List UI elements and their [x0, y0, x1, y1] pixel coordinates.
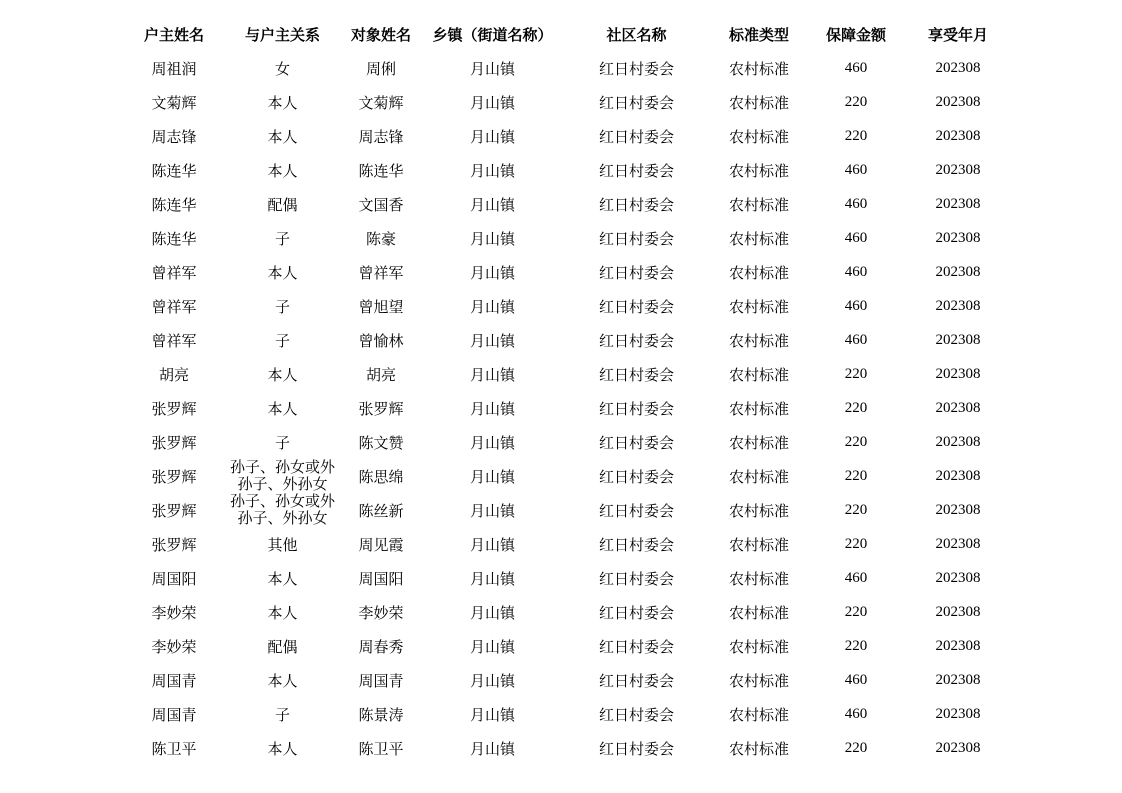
town-cell: 月山镇 [469, 365, 515, 384]
month-cell: 202308 [935, 195, 981, 212]
month-cell: 202308 [935, 637, 981, 654]
community-cell: 红日村委会 [598, 705, 674, 724]
relationship-text: 孙子、孙女或外孙子、外孙女 [229, 493, 335, 527]
householder-name-cell: 曾祥军 [151, 297, 197, 316]
community-cell: 红日村委会 [598, 263, 674, 282]
householder-name-cell: 陈连华 [151, 229, 197, 248]
month-cell: 202308 [935, 229, 981, 246]
amount-cell: 220 [844, 93, 868, 110]
standard-type-cell: 农村标准 [728, 59, 789, 78]
amount-cell: 460 [844, 297, 868, 314]
header-amount: 保障金额 [825, 25, 886, 44]
community-cell: 红日村委会 [598, 739, 674, 758]
householder-name-cell: 张罗辉 [151, 501, 197, 520]
month-cell: 202308 [935, 569, 981, 586]
standard-type-cell: 农村标准 [728, 297, 789, 316]
community-cell: 红日村委会 [598, 93, 674, 112]
community-cell: 红日村委会 [598, 229, 674, 248]
table-row [119, 595, 1008, 629]
community-cell: 红日村委会 [598, 535, 674, 554]
month-cell: 202308 [935, 331, 981, 348]
standard-type-cell: 农村标准 [728, 705, 789, 724]
benefit-table [119, 17, 1008, 765]
month-cell: 202308 [935, 671, 981, 688]
community-cell: 红日村委会 [598, 365, 674, 384]
table-row [119, 85, 1008, 119]
community-cell: 红日村委会 [598, 195, 674, 214]
householder-name-cell: 胡亮 [158, 365, 189, 384]
amount-cell: 460 [844, 331, 868, 348]
recipient-name-cell: 陈文赞 [358, 433, 404, 452]
month-cell: 202308 [935, 535, 981, 552]
table-row [119, 119, 1008, 153]
table-row [119, 221, 1008, 255]
relationship-cell: 本人 [267, 671, 298, 690]
town-cell: 月山镇 [469, 637, 515, 656]
town-cell: 月山镇 [469, 59, 515, 78]
relationship-cell: 本人 [267, 365, 298, 384]
standard-type-cell: 农村标准 [728, 195, 789, 214]
community-cell: 红日村委会 [598, 297, 674, 316]
table-row [119, 459, 1008, 493]
standard-type-cell: 农村标准 [728, 365, 789, 384]
table-row [119, 357, 1008, 391]
month-cell: 202308 [935, 603, 981, 620]
month-cell: 202308 [935, 127, 981, 144]
standard-type-cell: 农村标准 [728, 739, 789, 758]
table-row [119, 289, 1008, 323]
relationship-cell: 本人 [267, 399, 298, 418]
recipient-name-cell: 周国青 [358, 671, 404, 690]
amount-cell: 460 [844, 671, 868, 688]
householder-name-cell: 张罗辉 [151, 535, 197, 554]
header-town: 乡镇（街道名称） [432, 25, 553, 44]
table-row [119, 187, 1008, 221]
householder-name-cell: 文菊辉 [151, 93, 197, 112]
recipient-name-cell: 陈景涛 [358, 705, 404, 724]
community-cell: 红日村委会 [598, 161, 674, 180]
month-cell: 202308 [935, 93, 981, 110]
householder-name-cell: 陈连华 [151, 195, 197, 214]
amount-cell: 460 [844, 569, 868, 586]
community-cell: 红日村委会 [598, 501, 674, 520]
month-cell: 202308 [935, 161, 981, 178]
recipient-name-cell: 李妙荣 [358, 603, 404, 622]
community-cell: 红日村委会 [598, 331, 674, 350]
table-row [119, 391, 1008, 425]
header-relationship: 与户主关系 [244, 25, 320, 44]
amount-cell: 220 [844, 637, 868, 654]
recipient-name-cell: 陈连华 [358, 161, 404, 180]
householder-name-cell: 曾祥军 [151, 263, 197, 282]
amount-cell: 220 [844, 603, 868, 620]
recipient-name-cell: 胡亮 [365, 365, 396, 384]
amount-cell: 220 [844, 399, 868, 416]
relationship-cell: 子 [274, 705, 290, 724]
relationship-cell: 女 [274, 59, 290, 78]
recipient-name-cell: 曾愉林 [358, 331, 404, 350]
town-cell: 月山镇 [469, 739, 515, 758]
town-cell: 月山镇 [469, 603, 515, 622]
table-row [119, 323, 1008, 357]
table-row [119, 255, 1008, 289]
recipient-name-cell: 周春秀 [358, 637, 404, 656]
householder-name-cell: 周志锋 [151, 127, 197, 146]
table-row [119, 51, 1008, 85]
relationship-cell: 本人 [267, 127, 298, 146]
relationship-cell [229, 493, 336, 527]
amount-cell: 460 [844, 263, 868, 280]
amount-cell: 220 [844, 365, 868, 382]
town-cell: 月山镇 [469, 705, 515, 724]
recipient-name-cell: 张罗辉 [358, 399, 404, 418]
recipient-name-cell: 周志锋 [358, 127, 404, 146]
standard-type-cell: 农村标准 [728, 433, 789, 452]
householder-name-cell: 李妙荣 [151, 603, 197, 622]
recipient-name-cell: 文菊辉 [358, 93, 404, 112]
header-standard-type: 标准类型 [728, 25, 789, 44]
amount-cell: 220 [844, 501, 868, 518]
month-cell: 202308 [935, 297, 981, 314]
table-row [119, 425, 1008, 459]
standard-type-cell: 农村标准 [728, 501, 789, 520]
relationship-cell: 本人 [267, 161, 298, 180]
community-cell: 红日村委会 [598, 671, 674, 690]
table-row [119, 629, 1008, 663]
standard-type-cell: 农村标准 [728, 603, 789, 622]
relationship-cell: 子 [274, 229, 290, 248]
relationship-cell: 本人 [267, 739, 298, 758]
standard-type-cell: 农村标准 [728, 569, 789, 588]
town-cell: 月山镇 [469, 467, 515, 486]
householder-name-cell: 李妙荣 [151, 637, 197, 656]
amount-cell: 460 [844, 705, 868, 722]
community-cell: 红日村委会 [598, 433, 674, 452]
month-cell: 202308 [935, 433, 981, 450]
householder-name-cell: 张罗辉 [151, 399, 197, 418]
recipient-name-cell: 陈卫平 [358, 739, 404, 758]
month-cell: 202308 [935, 399, 981, 416]
relationship-text: 孙子、孙女或外孙子、外孙女 [229, 459, 335, 493]
table-row [119, 153, 1008, 187]
header-community: 社区名称 [606, 25, 667, 44]
relationship-cell: 子 [274, 433, 290, 452]
recipient-name-cell: 周见霞 [358, 535, 404, 554]
community-cell: 红日村委会 [598, 467, 674, 486]
relationship-cell: 其他 [267, 535, 298, 554]
table-body [119, 51, 1008, 765]
table-row [119, 697, 1008, 731]
header-month: 享受年月 [927, 25, 988, 44]
recipient-name-cell: 陈思绵 [358, 467, 404, 486]
relationship-cell: 本人 [267, 263, 298, 282]
recipient-name-cell: 文国香 [358, 195, 404, 214]
town-cell: 月山镇 [469, 195, 515, 214]
table-row [119, 527, 1008, 561]
table-row [119, 493, 1008, 527]
standard-type-cell: 农村标准 [728, 637, 789, 656]
relationship-cell: 本人 [267, 603, 298, 622]
householder-name-cell: 张罗辉 [151, 467, 197, 486]
relationship-cell [229, 459, 336, 493]
town-cell: 月山镇 [469, 127, 515, 146]
table-header-row [119, 17, 1008, 51]
town-cell: 月山镇 [469, 331, 515, 350]
standard-type-cell: 农村标准 [728, 671, 789, 690]
standard-type-cell: 农村标准 [728, 467, 789, 486]
standard-type-cell: 农村标准 [728, 93, 789, 112]
town-cell: 月山镇 [469, 433, 515, 452]
standard-type-cell: 农村标准 [728, 229, 789, 248]
relationship-cell: 本人 [267, 569, 298, 588]
recipient-name-cell: 周俐 [365, 59, 396, 78]
month-cell: 202308 [935, 263, 981, 280]
recipient-name-cell: 陈豪 [365, 229, 396, 248]
header-recipient-name: 对象姓名 [350, 25, 411, 44]
recipient-name-cell: 周国阳 [358, 569, 404, 588]
month-cell: 202308 [935, 705, 981, 722]
amount-cell: 460 [844, 229, 868, 246]
month-cell: 202308 [935, 467, 981, 484]
householder-name-cell: 张罗辉 [151, 433, 197, 452]
town-cell: 月山镇 [469, 229, 515, 248]
standard-type-cell: 农村标准 [728, 331, 789, 350]
amount-cell: 220 [844, 535, 868, 552]
amount-cell: 220 [844, 127, 868, 144]
community-cell: 红日村委会 [598, 637, 674, 656]
recipient-name-cell: 陈丝新 [358, 501, 404, 520]
community-cell: 红日村委会 [598, 569, 674, 588]
standard-type-cell: 农村标准 [728, 127, 789, 146]
town-cell: 月山镇 [469, 671, 515, 690]
community-cell: 红日村委会 [598, 399, 674, 418]
month-cell: 202308 [935, 501, 981, 518]
householder-name-cell: 陈连华 [151, 161, 197, 180]
amount-cell: 220 [844, 739, 868, 756]
householder-name-cell: 陈卫平 [151, 739, 197, 758]
community-cell: 红日村委会 [598, 127, 674, 146]
relationship-cell: 配偶 [267, 195, 298, 214]
town-cell: 月山镇 [469, 501, 515, 520]
community-cell: 红日村委会 [598, 59, 674, 78]
standard-type-cell: 农村标准 [728, 161, 789, 180]
town-cell: 月山镇 [469, 297, 515, 316]
relationship-cell: 本人 [267, 93, 298, 112]
town-cell: 月山镇 [469, 263, 515, 282]
town-cell: 月山镇 [469, 535, 515, 554]
table-row [119, 561, 1008, 595]
amount-cell: 220 [844, 467, 868, 484]
month-cell: 202308 [935, 365, 981, 382]
amount-cell: 460 [844, 195, 868, 212]
householder-name-cell: 周国青 [151, 705, 197, 724]
table-row [119, 663, 1008, 697]
householder-name-cell: 周国阳 [151, 569, 197, 588]
month-cell: 202308 [935, 739, 981, 756]
standard-type-cell: 农村标准 [728, 399, 789, 418]
relationship-cell: 子 [274, 331, 290, 350]
community-cell: 红日村委会 [598, 603, 674, 622]
town-cell: 月山镇 [469, 161, 515, 180]
amount-cell: 460 [844, 161, 868, 178]
town-cell: 月山镇 [469, 399, 515, 418]
relationship-cell: 子 [274, 297, 290, 316]
standard-type-cell: 农村标准 [728, 263, 789, 282]
amount-cell: 460 [844, 59, 868, 76]
householder-name-cell: 周国青 [151, 671, 197, 690]
town-cell: 月山镇 [469, 93, 515, 112]
amount-cell: 220 [844, 433, 868, 450]
relationship-cell: 配偶 [267, 637, 298, 656]
month-cell: 202308 [935, 59, 981, 76]
householder-name-cell: 周祖润 [151, 59, 197, 78]
recipient-name-cell: 曾旭望 [358, 297, 404, 316]
householder-name-cell: 曾祥军 [151, 331, 197, 350]
standard-type-cell: 农村标准 [728, 535, 789, 554]
header-householder-name: 户主姓名 [143, 25, 204, 44]
town-cell: 月山镇 [469, 569, 515, 588]
recipient-name-cell: 曾祥军 [358, 263, 404, 282]
table-row [119, 731, 1008, 765]
